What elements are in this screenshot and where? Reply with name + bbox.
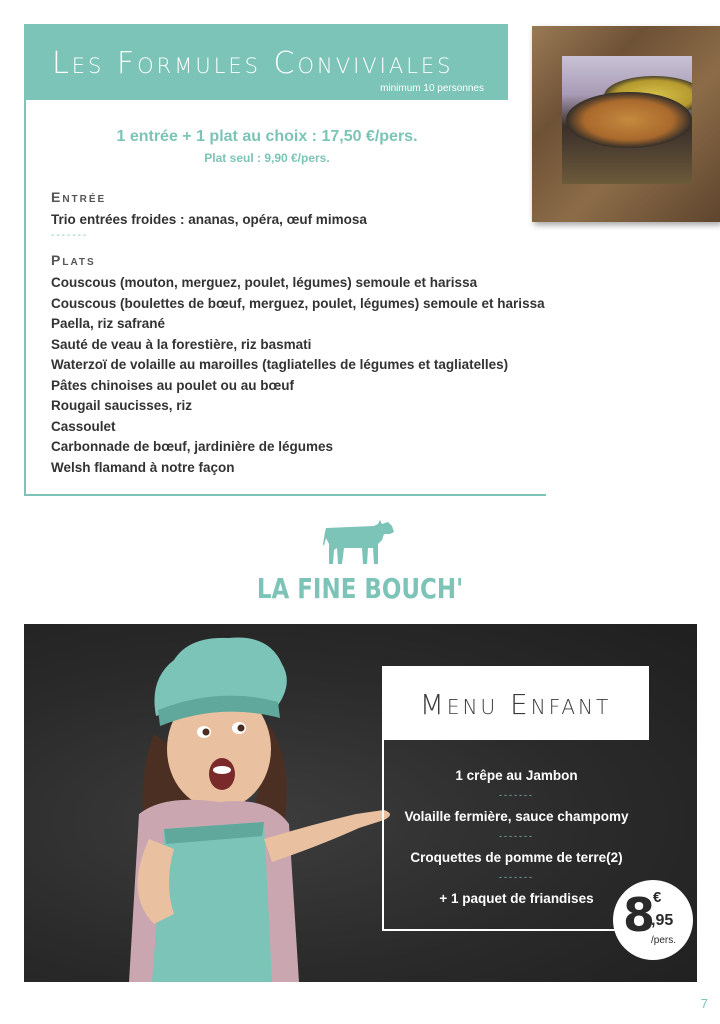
list-item: Sauté de veau à la forestière, riz basmati [51,336,312,352]
entree-list [51,210,367,231]
list-item: + 1 paquet de friandises [439,891,594,906]
section-divider: ------- [51,230,89,241]
brand-logo [0,518,720,605]
price-currency: € [653,889,662,906]
list-item: Couscous (mouton, merguez, poulet, légumes) semoule et harissa [51,275,478,290]
kids-menu-title-box [382,666,649,740]
formula-header [26,24,508,100]
formula-subtitle: minimum 10 personnes [380,83,484,94]
formula-price: 1 entrée + 1 plat au choix : 17,50 €/pers. [116,128,418,145]
child-chef-illustration [94,624,394,982]
logo-text: LA FINE BOUCH' [256,572,464,605]
list-item: Cassoulet [51,418,116,434]
list-item: 1 crêpe au Jambon [455,768,578,783]
stew-pan-shape [566,92,692,148]
kids-menu-box [382,740,649,931]
list-item: Rougail saucisses, riz [51,398,193,413]
plats-list [51,273,545,478]
kids-menu-title: Menu Enfant [419,688,612,721]
price-badge [613,880,693,960]
list-item: Carbonnade de bœuf, jardinière de légumes [51,439,334,454]
price-euros: 8 [623,888,656,942]
menu-separator: ------- [499,790,534,800]
list-item: Pâtes chinoises au poulet ou au bœuf [51,377,295,393]
menu-separator: ------- [499,831,534,841]
kids-menu-panel [24,624,697,982]
food-photo [562,56,692,184]
plats-heading: Plats [51,252,96,268]
menu-separator: ------- [499,872,534,882]
price-unit: /pers. [651,935,677,946]
formula-price-alt: Plat seul : 9,90 €/pers. [204,151,330,165]
entree-heading: Entrée [51,189,107,205]
list-item: Couscous (boulettes de bœuf, merguez, poulet, légumes) semoule et harissa [51,295,545,311]
list-item: Paella, riz safrané [51,316,166,331]
list-item: Welsh flamand à notre façon [51,459,235,475]
page-number: 7 [700,996,708,1011]
list-item: Volaille fermière, sauce champomy [404,809,629,824]
formula-card [24,24,546,496]
list-item: Trio entrées froides : ananas, opéra, œuf mimosa [51,212,367,227]
cow-icon [322,518,398,570]
list-item: Croquettes de pomme de terre(2) [410,850,623,865]
framed-photo [532,26,720,222]
formula-title: Les Formules Conviviales [52,46,454,81]
price-cents: ,95 [651,912,674,929]
list-item: Waterzoï de volaille au maroilles (tagliatelles de légumes et tagliatelles) [51,357,509,372]
